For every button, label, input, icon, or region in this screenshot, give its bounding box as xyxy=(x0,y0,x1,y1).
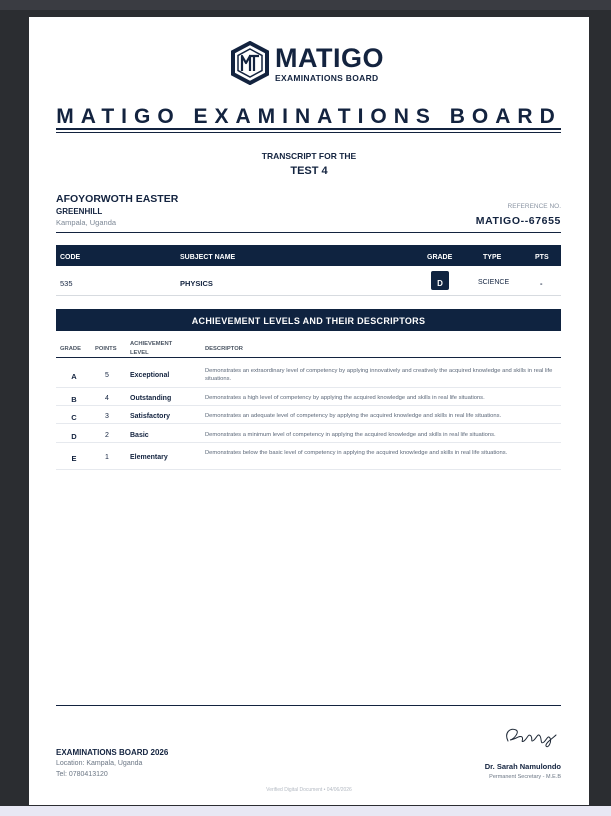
subject-code: 535 xyxy=(60,279,73,288)
student-name: AFOYORWOTH EASTER xyxy=(56,193,179,205)
subject-points: - xyxy=(540,279,543,288)
ach-col-points: POINTS xyxy=(95,346,117,352)
logo-name: MATIGO xyxy=(275,43,384,73)
signer-name: Dr. Sarah Namulondo xyxy=(484,762,561,771)
col-pts: PTS xyxy=(535,254,549,261)
footer-telephone: Tel: 0780413120 xyxy=(56,771,108,778)
ach-row-grade: B xyxy=(71,395,77,404)
ach-row-grade: A xyxy=(71,372,77,381)
ach-row-points: 4 xyxy=(105,395,109,402)
ach-col-level-line2: LEVEL xyxy=(130,350,149,356)
ach-row-points: 5 xyxy=(105,372,109,379)
subject-row-rule xyxy=(56,295,561,296)
transcript-page xyxy=(29,17,589,805)
logo-subtitle: EXAMINATIONS BOARD xyxy=(275,73,379,83)
ach-row-points: 1 xyxy=(105,454,109,461)
ach-row-separator xyxy=(56,387,561,388)
subject-type: SCIENCE xyxy=(478,279,510,286)
ach-row-level: Outstanding xyxy=(130,395,172,402)
ach-row-separator xyxy=(56,469,561,470)
ach-row-descriptor: Demonstrates a minimum level of competency in applying the acquired knowledge and skills in real life situations. xyxy=(205,432,496,438)
ach-row-level: Satisfactory xyxy=(130,413,171,420)
school-location: Kampala, Uganda xyxy=(56,218,117,227)
reference-label: REFERENCE NO. xyxy=(507,203,561,210)
ach-col-descriptor: DESCRIPTOR xyxy=(205,346,243,352)
test-name: TEST 4 xyxy=(290,165,328,177)
signer-title: Permanent Secretary - M.E.B xyxy=(489,774,561,780)
ach-row-separator xyxy=(56,442,561,443)
info-rule xyxy=(56,232,561,233)
verified-note: Verified Digital Document • 04/06/2026 xyxy=(266,787,352,793)
ach-row-grade: C xyxy=(71,413,77,422)
ach-row-points: 3 xyxy=(105,413,109,420)
viewer-bottom-bar xyxy=(0,806,611,816)
ach-row-descriptor: Demonstrates a high level of competency by applying the acquired knowledge and skills in real life situations. xyxy=(205,395,485,401)
footer-location: Location: Kampala, Uganda xyxy=(56,760,143,767)
ach-row-grade: E xyxy=(71,454,77,463)
ach-row-level: Exceptional xyxy=(130,372,170,379)
subject-name: PHYSICS xyxy=(180,279,213,288)
ach-row-points: 2 xyxy=(105,432,109,439)
ach-row-descriptor: Demonstrates below the basic level of competency in applying the acquired knowledge and skills in real life situations. xyxy=(205,450,508,456)
viewer-top-bar xyxy=(0,0,611,10)
ach-row-level: Elementary xyxy=(130,454,168,461)
ach-row-descriptor: Demonstrates an extraordinary level of competency by applying innovatively and creatively the acquired knowledge and skills in real life situations. xyxy=(205,368,553,382)
ach-col-level-line1: ACHIEVEMENT xyxy=(130,341,173,347)
footer-rule xyxy=(56,705,561,706)
ach-row-grade: D xyxy=(71,432,77,441)
title-rule-thin xyxy=(56,132,561,133)
col-type: TYPE xyxy=(483,254,502,261)
col-grade: GRADE xyxy=(427,254,453,261)
achievement-header-rule xyxy=(56,357,561,358)
col-code: CODE xyxy=(60,254,81,261)
school-name: GREENHILL xyxy=(56,207,103,216)
ach-row-separator xyxy=(56,405,561,406)
footer-title: EXAMINATIONS BOARD 2026 xyxy=(56,748,169,757)
board-title: MATIGO EXAMINATIONS BOARD xyxy=(56,105,562,128)
col-subject-name: SUBJECT NAME xyxy=(180,254,236,261)
title-rule xyxy=(56,128,561,130)
signature-icon xyxy=(502,723,562,751)
ach-row-separator xyxy=(56,423,561,424)
shield-logo-icon xyxy=(230,41,270,85)
ach-col-grade: GRADE xyxy=(60,346,81,352)
ach-row-level: Basic xyxy=(130,432,149,439)
grade-badge: D xyxy=(431,271,449,290)
achievement-table-title: ACHIEVEMENT LEVELS AND THEIR DESCRIPTORS xyxy=(56,309,561,331)
transcript-label: TRANSCRIPT FOR THE xyxy=(261,151,357,161)
ach-row-descriptor: Demonstrates an adequate level of competency by applying the acquired knowledge and skills in real life situations. xyxy=(205,413,502,419)
reference-number: MATIGO--67655 xyxy=(475,215,561,227)
